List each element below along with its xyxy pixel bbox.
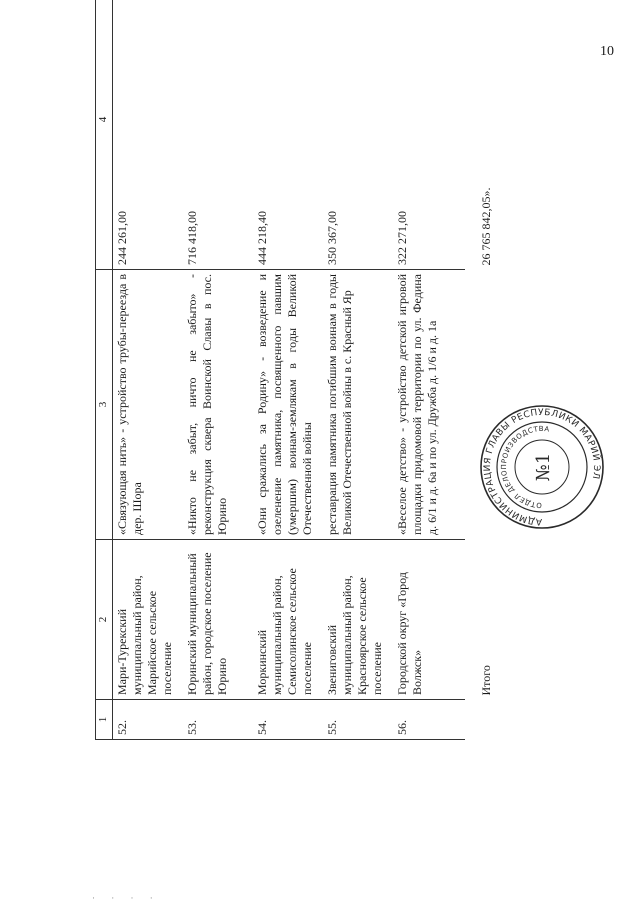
stamp-inner-text: ОТДЕЛ ДЕЛОПРОИЗВОДСТВА [499,424,551,510]
row-number: 52. [113,700,183,740]
row-project: «Никто не забыт, ничто не забыто» - реконструкция сквера Воинской Славы в пос. Юрино [183,270,253,540]
row-amount: 444 218,40 [253,0,323,270]
header-col-1: 1 [96,700,113,740]
header-col-4: 4 [96,0,113,270]
stamp-outer-text: АДМИНИСТРАЦИЯ ГЛАВЫ РЕСПУБЛИКИ МАРИЙ ЭЛ [482,407,602,527]
row-project: «Они сражались за Родину» - возведение и озеленение памятника, посвященного павшим (умершим) воинам-землякам в годы Великой Отечественной войны [253,270,323,540]
page-number: 10 [600,44,614,59]
header-col-3: 3 [96,270,113,540]
total-row [465,0,496,740]
row-amount: 350 367,00 [323,0,393,270]
total-label: Итого [478,665,493,696]
row-number: 55. [323,700,393,740]
row-project: «Веселое детство» - устройство детской игровой площадки придомовой территории по ул. Федина д. 6/1 и д. 6а и по ул. Дружба д. 1/6 и д. 1а [393,270,465,540]
total-amount: 26 765 842,05». [478,187,493,266]
row-recipient: Звениговский муниципальный район, Красноярское сельское поселение [323,540,393,700]
row-number: 56. [393,700,465,740]
table-row [393,0,465,740]
row-amount: 322 271,00 [393,0,465,270]
table-row [113,0,183,740]
row-project: реставрация памятника погибшим воинам в годы Великой Отечественной войны в с. Красный Яр [323,270,393,540]
row-amount: 716 418,00 [183,0,253,270]
official-stamp [478,403,606,531]
row-number: 54. [253,700,323,740]
table-row [253,0,323,740]
table-row [183,0,253,740]
rotated-table-container [95,0,545,740]
row-project: «Связующая нить» - устройство трубы-переезда в дер. Шора [113,270,183,540]
row-amount: 244 261,00 [113,0,183,270]
row-recipient: Моркинский муниципальный район, Семисолинское сельское поселение [253,540,323,700]
table-header-row [96,0,113,740]
scan-dots: · · · · [92,893,160,903]
row-recipient: Мари-Турекский муниципальный район, Марийское сельское поселение [113,540,183,700]
header-col-2: 2 [96,540,113,700]
row-number: 53. [183,700,253,740]
row-recipient: Городской округ «Город Волжск» [393,540,465,700]
table-row [323,0,393,740]
row-recipient: Юринский муниципальный район, городское поселение Юрино [183,540,253,700]
subsidy-table [95,0,496,740]
stamp-number: №1 [533,452,554,482]
